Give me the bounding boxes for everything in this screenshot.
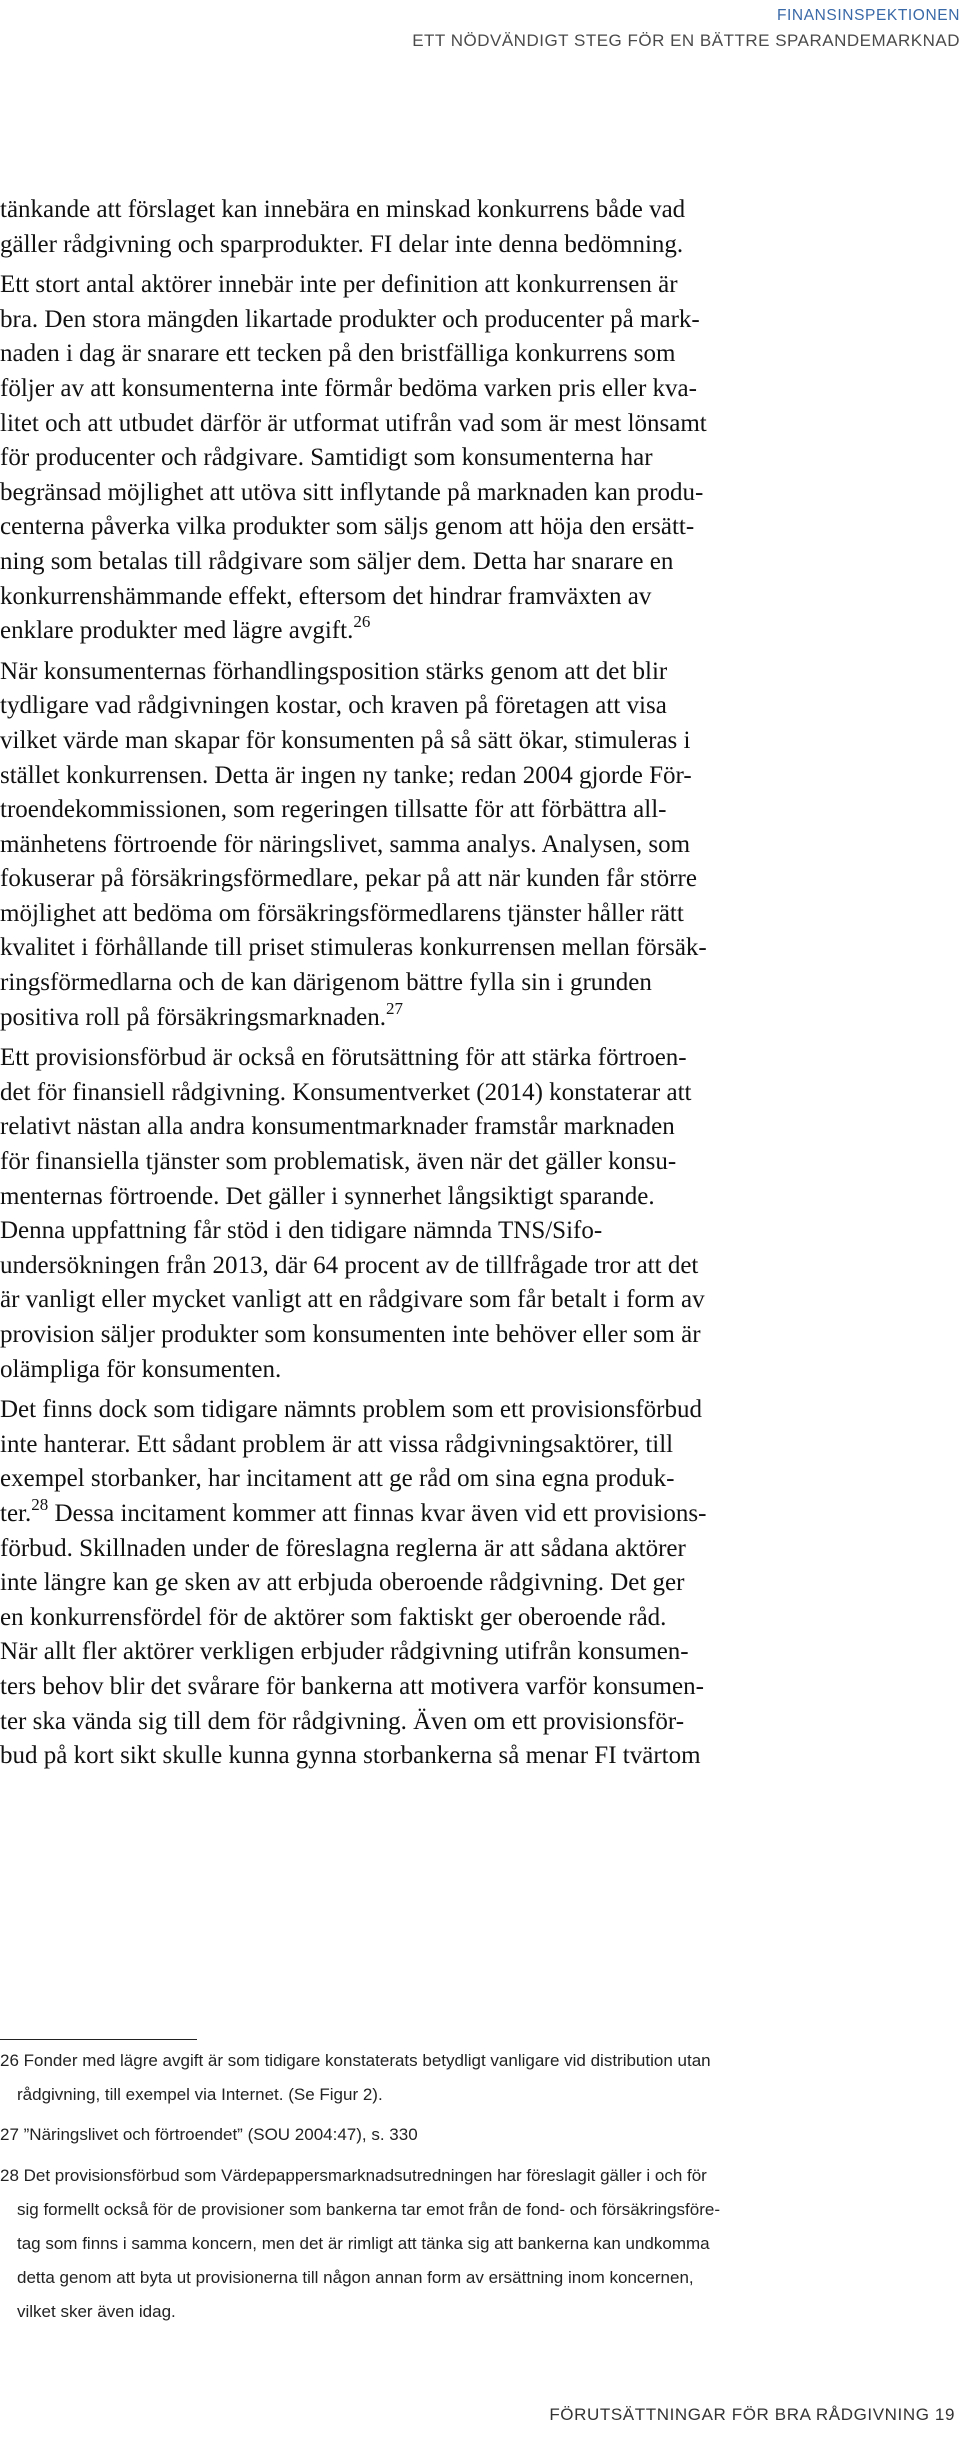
footnote-reference[interactable]: 27 (386, 998, 404, 1018)
footnote (0, 2159, 950, 2330)
paragraph-text: Ett stort antal aktörer innebär inte per definition att konkurrensen är bra. Den stora mängden likartade produkter och producenter på mark- naden i dag är snarare ett tecken på den bristfälliga konkurrens som följer av att konsumenterna inte förmår bedöma varken pris eller kva- litet och att utbudet därför är utformat utifrån vad som är mest lönsamt för producenter och rådgivare. Samtidigt som konsumenterna har begränsad möjlighet att utöva sitt inflytande på marknaden kan produ- centerna påverka vilka produkter som säljs genom att höja den ersätt- ning som betalas till rådgivare som säljer dem. Detta har snarare en konkurrenshämmande effekt, eftersom det hindrar framväxten av enklare produkter med lägre avgift. (0, 271, 707, 645)
footnote-line: 28 Det provisionsförbud som Värdepappersmarknadsutredningen har föreslagit gäller i och för (0, 2165, 707, 2185)
organization-name: FINANSINSPEKTIONEN (776, 7, 960, 24)
footnote-line: detta genom att byta ut provisionerna till någon annan form av ersättning inom koncernen, (17, 2268, 694, 2288)
paragraph-text: Det finns dock som tidigare nämnts problem som ett provisionsförbud inte hanterar. Ett sådant problem är att vissa rådgivningsaktörer, till exempel storbanker, har incitament att ge råd om sina egna produk- ter. (0, 1396, 702, 1527)
footnote-line: sig formellt också för de provisioner som bankerna tar emot från de fond- och försäkringsföre- (17, 2199, 720, 2219)
paragraph (0, 1393, 925, 1774)
body-text (0, 193, 925, 1780)
paragraph (0, 655, 925, 1036)
paragraph (0, 268, 925, 649)
footnote-reference[interactable]: 28 (31, 1494, 49, 1514)
footnote-line: tag som finns i samma koncern, men det är rimligt att tänka sig att bankerna kan undkomma (17, 2234, 710, 2254)
document-title: ETT NÖDVÄNDIGT STEG FÖR EN BÄTTRE SPARANDEMARKNAD (412, 31, 960, 50)
footnote-divider (0, 2039, 197, 2040)
paragraph (0, 193, 925, 262)
footnote-line: vilket sker även idag. (17, 2302, 176, 2322)
paragraph-text: tänkande att förslaget kan innebära en minskad konkurrens både vad gäller rådgivning och sparprodukter. FI delar inte denna bedömning. (0, 196, 686, 258)
footnote-line: rådgivning, till exempel via Internet. (Se Figur 2). (17, 2085, 383, 2105)
paragraph-text: Dessa incitament kommer att finnas kvar även vid ett provisions- förbud. Skillnaden under de föreslagna reglerna är att sådana aktörer inte längre kan ge sken av att erbjuda oberoende rådgivning. Det ger en konkurrensfördel för de aktörer som faktiskt ger oberoende råd. När allt fler aktörer verkligen erbjuder rådgivning utifrån konsumen- ters behov blir det svårare för bankerna att motivera varför konsumen- ter ska vända sig till dem för rådgivning. Även om ett provisionsför- bud på kort sikt skulle kunna gynna storbankerna så menar FI tvärtom (0, 1499, 707, 1770)
footnote (0, 2118, 950, 2152)
paragraph (0, 1041, 925, 1387)
paragraph-text: Ett provisionsförbud är också en förutsättning för att stärka förtroen- det för finansiell rådgivning. Konsumentverket (2014) konstaterar att relativt nästan alla andra konsumentmarknader framstår marknaden för finansiella tjänster som problematisk, även när det gäller konsu- menternas förtroende. Det gäller i synnerhet långsiktigt sparande. Denna uppfattning får stöd i den tidigare nämnda TNS/Sifo- undersökningen från 2013, där 64 procent av de tillfrågade tror att det är vanligt eller mycket vanligt att en rådgivare som får betalt i form av provision säljer produkter som konsumenten inte behöver eller som är olämpliga för konsumenten. (0, 1044, 705, 1383)
footnote (0, 2044, 950, 2112)
footnotes (0, 2044, 950, 2336)
footnote-reference[interactable]: 26 (353, 612, 371, 632)
footnote-line: 27 ”Näringslivet och förtroendet” (SOU 2004:47), s. 330 (0, 2125, 418, 2145)
footnote-line: 26 Fonder med lägre avgift är som tidigare konstaterats betydligt vanligare vid distribution utan (0, 2051, 711, 2070)
page-footer: FÖRUTSÄTTNINGAR FÖR BRA RÅDGIVNING 19 (549, 2405, 955, 2424)
page-header (220, 3, 960, 53)
paragraph-text: När konsumenternas förhandlingsposition stärks genom att det blir tydligare vad rådgivningen kostar, och kraven på företagen att visa vilket värde man skapar för konsumenten på så sätt ökar, stimuleras i stället konkurrensen. Detta är ingen ny tanke; redan 2004 gjorde För- troendekommissionen, som regeringen tillsatte för att förbättra all- mänhetens förtroende för näringslivet, samma analys. Analysen, som fokuserar på försäkringsförmedlare, pekar på att när kunden får större möjlighet att bedöma om försäkringsförmedlarens tjänster håller rätt kvalitet i förhållande till priset stimuleras konkurrensen mellan försäk- ringsförmedlarna och de kan därigenom bättre fylla sin i grunden positiva roll på försäkringsmarknaden. (0, 657, 707, 1031)
